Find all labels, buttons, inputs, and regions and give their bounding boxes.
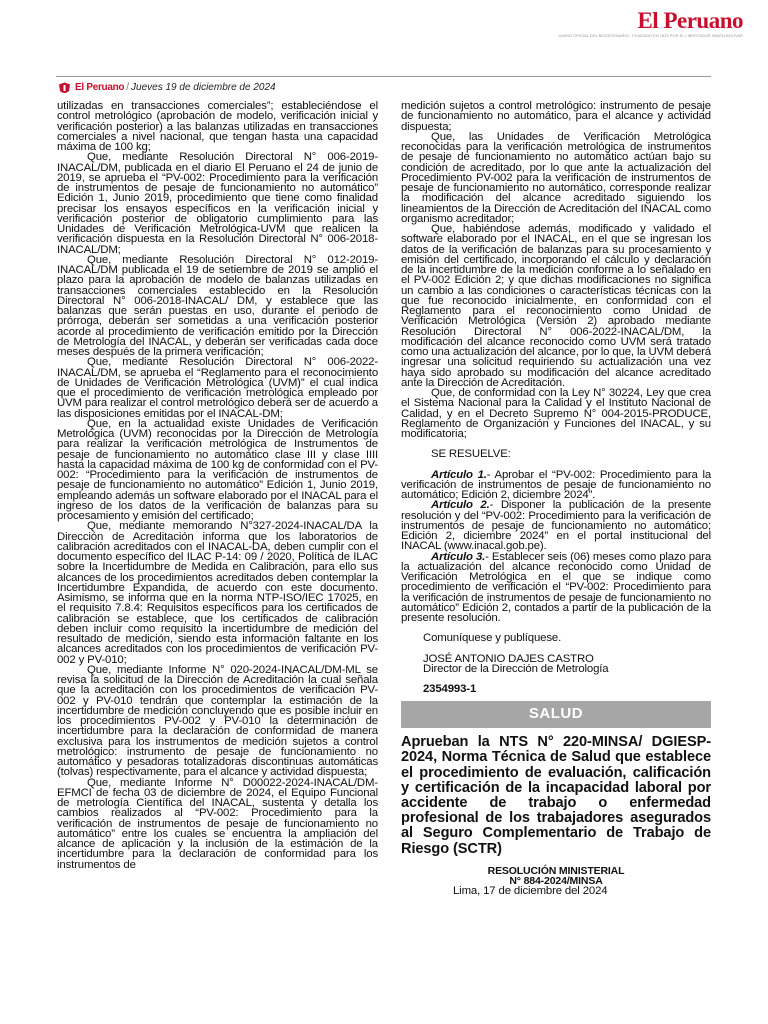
paragraph: utilizadas en transacciones comerciales”; estableciéndose el control metrológico (aprobación de modelo, verificación inicial y verificación posterior) a las balanzas utilizadas en transacciones comerciales a nivel nacional, que tengan hasta una capacidad máxima de 100 kg; [57,100,378,153]
resolution-title: RESOLUCIÓN MINISTERIAL [487,864,625,877]
paragraph: Que, mediante Informe N° 020-2024-INACAL/DM-ML se revisa la solicitud de la Dirección de Acreditación la cual señala que la acreditación con los procedimientos de verificación PV-002 y PV-010 tendrán que contemplar la estimación de la incertidumbre de medición concluyendo que es posible incluir en los procedimientos PV-002 y PV-010 la determinación de incertidumbre para la declaración de conformidad de manera exclusiva para los instrumentos de medición sujetos a control metrológico: instrumento de pesaje de funcionamiento no automático y pesadoras totalizadoras discontinuas automáticas (tolvas) respectivamente, para el alcance y actividad dispuesta; [57,663,378,779]
resolution-number: N° 884-2024/MINSA [509,874,603,887]
paragraph: Que, de conformidad con la Ley N° 30224, Ley que crea el Sistema Nacional para la Calidad y el Instituto Nacional de Calidad, y en el Decreto Supremo N° 004-2015-PRODUCE, Reglamento de Organización y Funciones del INACAL, y su modificatoria; [401,387,711,440]
article-label: Artículo 1. [431,468,487,481]
article-1 [401,470,711,501]
article-text: - Establecer seis (06) meses como plazo para la actualización del alcance reconocido como Unidad de Verificación Metrológica en el que se indique como procedimiento de verificación el “PV-002: Procedimiento para la verificación de instrumentos de pesaje de funcionamiento no automático” Edición 2, contados a partir de la publicación de la presente resolución. [401,550,712,624]
resolves-heading: SE RESUELVE: [431,448,511,461]
paragraph: Que, mediante memorando N°327-2024-INACAL/DA la Dirección de Acreditación informa que los laboratorios de calibración acreditados con el INACAL-DA, deben cumplir con el documento específico del ILAC P-14: 09 / 2020, Política de ILAC sobre la Incertidumbre de Medida en Calibración, para ello sus alcances de los procedimientos acreditados deben contemplar la Incertidumbre Expandida, de acuerdo con este documento. Asimismo, se informa que en la norma NTP-ISO/IEC 17025, en el requisito 7.8.4: Requisitos específicos para los certificados de calibración se establece, que los certificados de calibración deben incluir como requisito la incertidumbre de medición del resultado de medición, siendo esta información faltante en los alcances acreditados con los procedimientos de verificación PV-002 y PV-010; [57,520,378,666]
paragraph: Que, mediante Resolución Directoral N° 012-2019-INACAL/DM publicada el 19 de setiembre de 2019 se amplió el plazo para la aprobación de modelo de balanzas utilizadas en transacciones comerciales establecido en la Resolución Directoral N° 006-2018-INACAL/ DM, y establece que las balanzas que serán puestas en uso, durante el periodo de prórroga, deberán ser sometidas a una verificación posterior acorde al procedimiento de verificación emitido por la Dirección de Metrología del INACAL, y deberán ser verificadas cada doce meses después de la primera verificación; [57,253,378,358]
header-date: Jueves 19 de diciembre de 2024 [131,82,276,93]
masthead [559,10,743,38]
header-brand: El Peruano [75,82,125,93]
paragraph: Que, habiéndose además, modificado y validado el software elaborado por el INACAL, en el que se ingresan los datos de la verificación de balanzas para su procesamiento y emisión del certificado, incorporando el cálculo y declaración de la incertidumbre de la medición conforme a lo señalado en el PV-002 Edición 2; y que dichas modificaciones no significa un cambio a las condiciones o características técnicas con la que fue reconocido inicialmente, en conformidad con el Reglamento para el reconocimiento como Unidad de Verificación Metrológica (Versión 2) aprobado mediante Resolución Directoral N° 006-2022-INACAL/DM, la modificación del alcance reconocido como UVM será tratado como una actualización del alcance, por lo que, la UVM deberá ingresar una solicitud requiriendo su actualización una vez haya sido aprobado su modificación del alcance acreditado ante la Dirección de Acreditación. [401,223,711,389]
masthead-logo: El Peruano [637,8,743,33]
article-headline: Aprueban la NTS N° 220-MINSA/ DGIESP-2024, Norma Técnica de Salud que establece el procedimiento de evaluación, calificación y certificación de la incapacidad laboral por accidente de trabajo o enfermedad profesional de los trabajadores asegurados al Seguro Complementario de Trabajo de Riesgo (SCTR) [401,734,711,857]
publication-code: 2354993-1 [423,683,477,695]
signer-title: Director de la Dirección de Metrología [423,662,609,675]
header-separator: / [126,82,130,93]
paragraph: Que, en la actualidad existe Unidades de Verificación Metrológica (UVM) reconocidas por la Dirección de Metrología para realizar la verificación metrológica de Instrumentos de pesaje de funcionamiento no automático clase III y clase IIII hasta la capacidad máxima de 100 kg de conformidad con el PV-002: “Procedimiento para la verificación de instrumentos de pesaje de funcionamiento no automático” Edición 1, Junio 2019, empleando además un software elaborado por el INACAL para el ingreso de los datos de la verificación de balanzas para su procesamiento y emisión del certificado; [57,417,378,522]
paragraph: medición sujetos a control metrológico: instrumento de pesaje de funcionamiento no automático, para el alcance y actividad dispuesta; [401,100,711,133]
coat-of-arms-icon [58,82,71,95]
signer-name: JOSÉ ANTONIO DAJES CASTRO [423,652,594,665]
left-column [57,101,378,870]
article-3 [401,552,711,624]
article-text: - Aprobar el “PV-002: Procedimiento para la verificación de instrumentos de pesaje de funcionamiento no automático; Edición 2, diciembre 2024”. [401,468,712,501]
section-bar-salud: SALUD [401,701,711,728]
right-column [401,101,711,896]
closing: Comuníquese y publíquese. [423,632,562,645]
article-2 [401,500,711,551]
article-text: - Disponer la publicación de la presente resolución y del “PV-002: Procedimiento para la verificación de instrumentos de pesaje de funcionamiento no automático; Edición 2, diciembre 2024” en el portal institucional del INACAL (www.inacal.gob.pe). [401,499,712,553]
article-label: Artículo 2. [431,499,490,512]
article-label: Artículo 3. [431,550,486,563]
masthead-tagline: DIARIO OFICIAL DEL BICENTENARIO · FUNDADO EN 1825 POR EL LIBERTADOR SIMÓN BOLÍVAR [558,33,743,38]
city-date: Lima, 17 de diciembre del 2024 [453,884,608,897]
page-header [58,81,276,95]
paragraph: Que, las Unidades de Verificación Metrológica reconocidas para la verificación metrológica de instrumentos de pesaje de funcionamiento no automático actúan bajo su condición de acreditado, por lo que ante la actualización del Procedimiento PV-002 para la verificación de instrumentos de pesaje de funcionamiento no automático, corresponde realizar la modificación del alcance acreditado siguiendo los lineamientos de la Dirección de Acreditación del INACAL como organismo acreditador; [401,130,711,225]
paragraph: Que, mediante Resolución Directoral N° 006-2022-INACAL/DM, se aprueba el “Reglamento para el reconocimiento de Unidades de Verificación Metrológica (UVM)” el cual indica que el procedimiento de verificación metrológica empleado por UVM para realizar el control metrológico deberá ser de acuerdo a las disposiciones emitidas por el INACAL-DM; [57,356,378,420]
header-divider [56,76,711,77]
paragraph: Que, mediante Resolución Directoral N° 006-2019-INACAL/DM, publicada en el diario El Peruano el 24 de junio de 2019, se aprueba el “PV-002: Procedimiento para la verificación de instrumentos de pesaje de funcionamiento no automático” Edición 1, Junio 2019, procedimiento que tiene como finalidad precisar los ensayos específicos en la verificación inicial y verificación posterior de obligatorio cumplimiento para las Unidades de Verificación Metrológica-UVM que realicen la verificación dispuesta en la Resolución Directoral N° 006-2018-INACAL/DM; [57,151,378,256]
paragraph: Que, mediante Informe N° D00022-2024-INACAL/DM-EFMCI de fecha 03 de diciembre de 2024, el Equipo Funcional de metrología Científica del INACAL, sustenta y detalla los cambios realizados al “PV-002: Procedimiento para la verificación de instrumentos de pesaje de funcionamiento no automático” entre los cuales se encuentra la ampliación del alcance de aplicación y la inclusión de la estimación de la incertidumbre para la declaración de conformidad para los instrumentos de [57,776,378,871]
